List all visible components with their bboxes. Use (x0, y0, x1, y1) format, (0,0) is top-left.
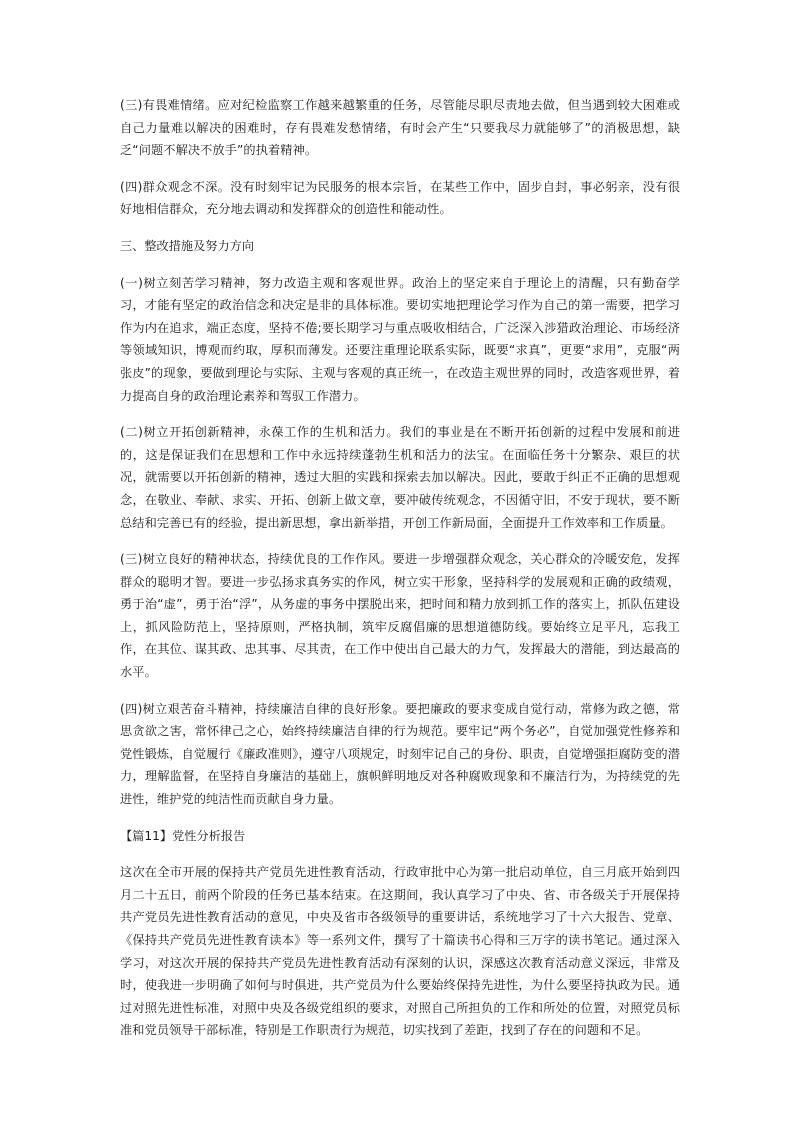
measure-integrity: (四)树立艰苦奋斗精神，持续廉洁自律的良好形象。要把廉政的要求变成自觉行动，常修为政之德，常思贪欲之害，常怀律己之心，始终持续廉洁自律的行为规范。要牢记“两个务必”，自觉加强党性修养和党性锻炼，自觉履行《廉政准则》，遵守八项规定，时刻牢记自己的身份、职责，自觉增强拒腐防变的潜力，理解监督，在坚持自身廉洁的基础上，旗帜鲜明地反对各种腐败现象和不廉洁行为，为持续党的先进性，维护党的纯洁性而贡献自身力量。 (120, 701, 680, 807)
chapter-title: 【篇11】党性分析报告 (120, 828, 246, 843)
paragraph-mass-view: (四)群众观念不深。没有时刻牢记为民服务的根本宗旨，在某些工作中，固步自封，事必躬亲，没有很好地相信群众，充分地去调动和发挥群众的创造性和能动性。 (120, 179, 680, 217)
measure-work-style: (三)树立良好的精神状态，持续优良的工作作风。要进一步增强群众观念，关心群众的冷暖安危，发挥群众的聪明才智。要进一步弘扬求真务实的作风，树立实干形象，坚持科学的发展观和正确的政绩观，勇于治“虚”，勇于治“浮”，从务虚的事务中摆脱出来，把时间和精力放到抓工作的落实上，抓队伍建设上，抓风险防范上，坚持原则，严格执制，筑牢反腐倡廉的思想道德防线。要始终立足平凡，忘我工作，在其位、谋其政、忠其事、尽其责，在工作中使出自己最大的力气，发挥最大的潜能，到达最高的水平。 (120, 552, 680, 680)
closing-paragraph: 这次在全市开展的保持共产党员先进性教育活动，行政审批中心为第一批启动单位，自三月底开始到四月二十五日，前两个阶段的任务已基本结束。在这期间，我认真学习了中央、省、市各级关于开展保持共产党员先进性教育活动的意见，中央及省市各级领导的重要讲话，系统地学习了十六大报告、党章、《保持共产党员先进性教育读本》等一系列文件，撰写了十篇读书心得和三万字的读书笔记。通过深入学习，对这次开展的保持共产党员先进性教育活动有深刻的认识，深感这次教育活动意义深远，非常及时，使我进一步明确了如何与时俱进，共产党员为什么要始终保持先进性，为什么要坚持执政为民。通过对照先进性标准，对照中央及各级党组织的要求，对照自己所担负的工作和所处的位置，对照党员标准和党员领导干部标准，特别是工作职责行为规范，切实找到了差距，找到了存在的问题和不足。 (120, 865, 680, 1038)
document-page (120, 94, 680, 1042)
section-heading: 三、整改措施及努力方向 (120, 238, 255, 253)
paragraph-fear-of-difficulty: (三)有畏难情绪。应对纪检监察工作越来越繁重的任务，尽管能尽职尽责地去做，但当遇到较大困难或自己力量难以解决的困难时，存有畏难发愁情绪，有时会产生“只要我尽力就能够了”的消极思想，缺乏“问题不解决不放手”的执着精神。 (120, 98, 680, 158)
measure-innovation-spirit: (二)树立开拓创新精神，永葆工作的生机和活力。我们的事业是在不断开拓创新的过程中发展和前进的，这是保证我们在思想和工作中永远持续蓬勃生机和活力的法宝。在面临任务十分繁杂、艰巨的状况，就需要以开拓创新的精神，透过大胆的实践和探索去加以解决。因此，要敢于纠正不正确的思想观念，在敬业、奉献、求实、开拓、创新上做文章，要冲破传统观念，不因循守旧，不安于现状，要不断总结和完善已有的经验，提出新思想，拿出新举措，开创工作新局面，全面提升工作效率和工作质量。 (120, 425, 680, 530)
measure-study-spirit: (一)树立刻苦学习精神，努力改造主观和客观世界。政治上的坚定来自于理论上的清醒，只有勤奋学习，才能有坚定的政治信念和决定是非的具体标准。要切实地把理论学习作为自己的第一需要，把学习作为内在追求，端正态度，坚持不倦;要长期学习与重点吸收相结合，广泛深入涉猎政治理论、市场经济等领域知识，博观而约取，厚积而薄发。还要注重理论联系实际，既要“求真”，更要“求用”，克服“两张皮”的现象，要做到理论与实际、主观与客观的真正统一，在改造主观世界的同时，改造客观世界，着力提高自身的政治理论素养和驾驭工作潜力。 (120, 275, 680, 403)
